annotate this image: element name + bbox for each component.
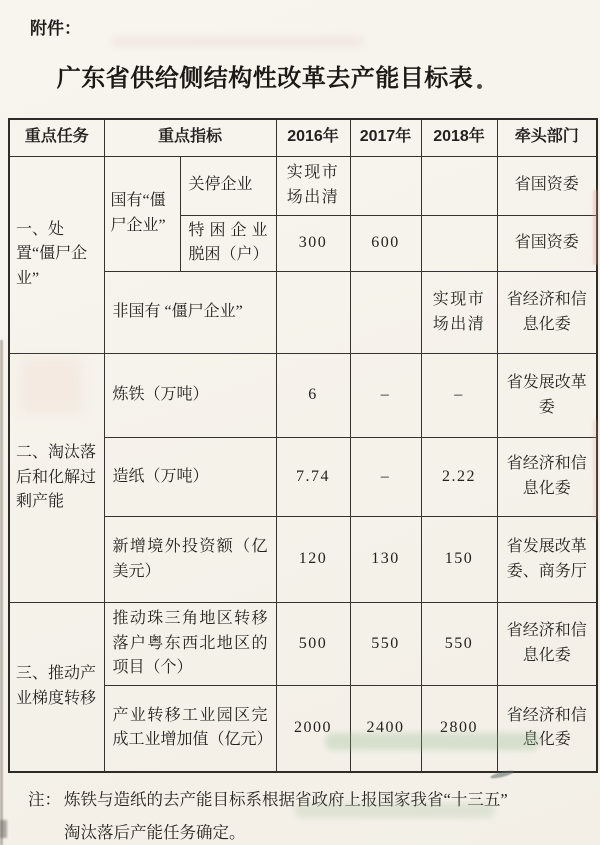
value-2018-cell: 550 (421, 603, 497, 686)
indicator-cell: 特困企业脱困（户） (180, 215, 276, 272)
footnote-line-2: 淘汰落后产能任务确定。 (64, 823, 246, 842)
col-header-2018: 2018年 (421, 119, 497, 156)
scan-artifact-smudge (113, 37, 363, 46)
value-2016-cell: 120 (276, 517, 350, 603)
value-2018-cell: 2.22 (421, 438, 497, 517)
value-2017-cell: 600 (350, 215, 421, 272)
footnote (28, 783, 580, 845)
value-2016-cell: 2000 (276, 686, 350, 772)
indicator-cell: 造纸（万吨） (104, 438, 276, 517)
value-2017-cell: 130 (350, 517, 421, 603)
page-title: 广东省供给侧结构性改革去产能目标表 (56, 65, 474, 92)
scan-artifact-blob (0, 820, 7, 838)
empty-cell (350, 156, 421, 215)
dept-cell: 省发展改革委 (497, 354, 597, 438)
value-2018-cell: 150 (421, 517, 497, 603)
value-2016-cell: 300 (276, 215, 350, 272)
value-2016-cell: 500 (276, 603, 350, 686)
dept-cell: 省经济和信息化委 (497, 686, 597, 772)
footnote-line-1: 炼铁与造纸的去产能目标系根据省政府上报国家我省“十三五” (64, 790, 508, 809)
dept-cell: 省发展改革委、商务厅 (497, 517, 597, 603)
task-cell-2: 二、淘汰落后和化解过剩产能 (9, 354, 104, 603)
value-2018-cell: 实现市场出清 (421, 272, 497, 354)
indicator-cell: 新增境外投资额（亿美元） (104, 517, 276, 603)
table-header-row (9, 119, 597, 156)
footnote-label: 注： (28, 790, 61, 809)
table-row (9, 603, 597, 686)
group-cell-soe: 国有“僵尸企业” (104, 156, 180, 272)
indicator-cell: 非国有 “僵尸企业” (104, 272, 276, 354)
task-cell-1: 一、处置“僵尸企业” (9, 156, 104, 354)
dept-cell: 省经济和信息化委 (497, 438, 597, 517)
col-header-dept: 牵头部门 (497, 119, 597, 156)
value-2017-cell: 550 (350, 603, 421, 686)
value-2016-cell: 实现市场出清 (276, 156, 350, 215)
col-header-2016: 2016年 (276, 119, 350, 156)
empty-cell (421, 215, 497, 272)
value-2018-cell: 2800 (421, 686, 497, 772)
empty-cell (421, 156, 497, 215)
col-header-indicator: 重点指标 (104, 119, 276, 156)
indicator-cell: 推动珠三角地区转移落户粤东西北地区的项目（个） (104, 603, 276, 686)
dept-cell: 省国资委 (497, 215, 597, 272)
table-row (9, 354, 597, 438)
empty-cell (276, 272, 350, 354)
col-header-2017: 2017年 (350, 119, 421, 156)
value-2018-cell: – (421, 354, 497, 438)
dept-cell: 省经济和信息化委 (497, 272, 597, 354)
scan-artifact-edge-shadow (0, 340, 3, 845)
footnote-text (64, 783, 508, 845)
value-2016-cell: 6 (276, 354, 350, 438)
value-2017-cell: – (350, 354, 421, 438)
value-2017-cell: 2400 (350, 686, 421, 772)
value-2016-cell: 7.74 (276, 438, 350, 517)
task-cell-3: 三、推动产业梯度转移 (9, 603, 104, 772)
table-row (9, 156, 597, 215)
col-header-task: 重点任务 (9, 119, 104, 156)
empty-cell (350, 272, 421, 354)
dept-cell: 省国资委 (497, 156, 597, 215)
indicator-cell: 产业转移工业园区完成工业增加值（亿元） (104, 686, 276, 772)
targets-table (8, 118, 598, 773)
dept-cell: 省经济和信息化委 (497, 603, 597, 686)
indicator-cell: 关停企业 (180, 156, 276, 215)
value-2017-cell: – (350, 438, 421, 517)
indicator-cell: 炼铁（万吨） (104, 354, 276, 438)
attachment-label: 附件： (30, 19, 81, 38)
